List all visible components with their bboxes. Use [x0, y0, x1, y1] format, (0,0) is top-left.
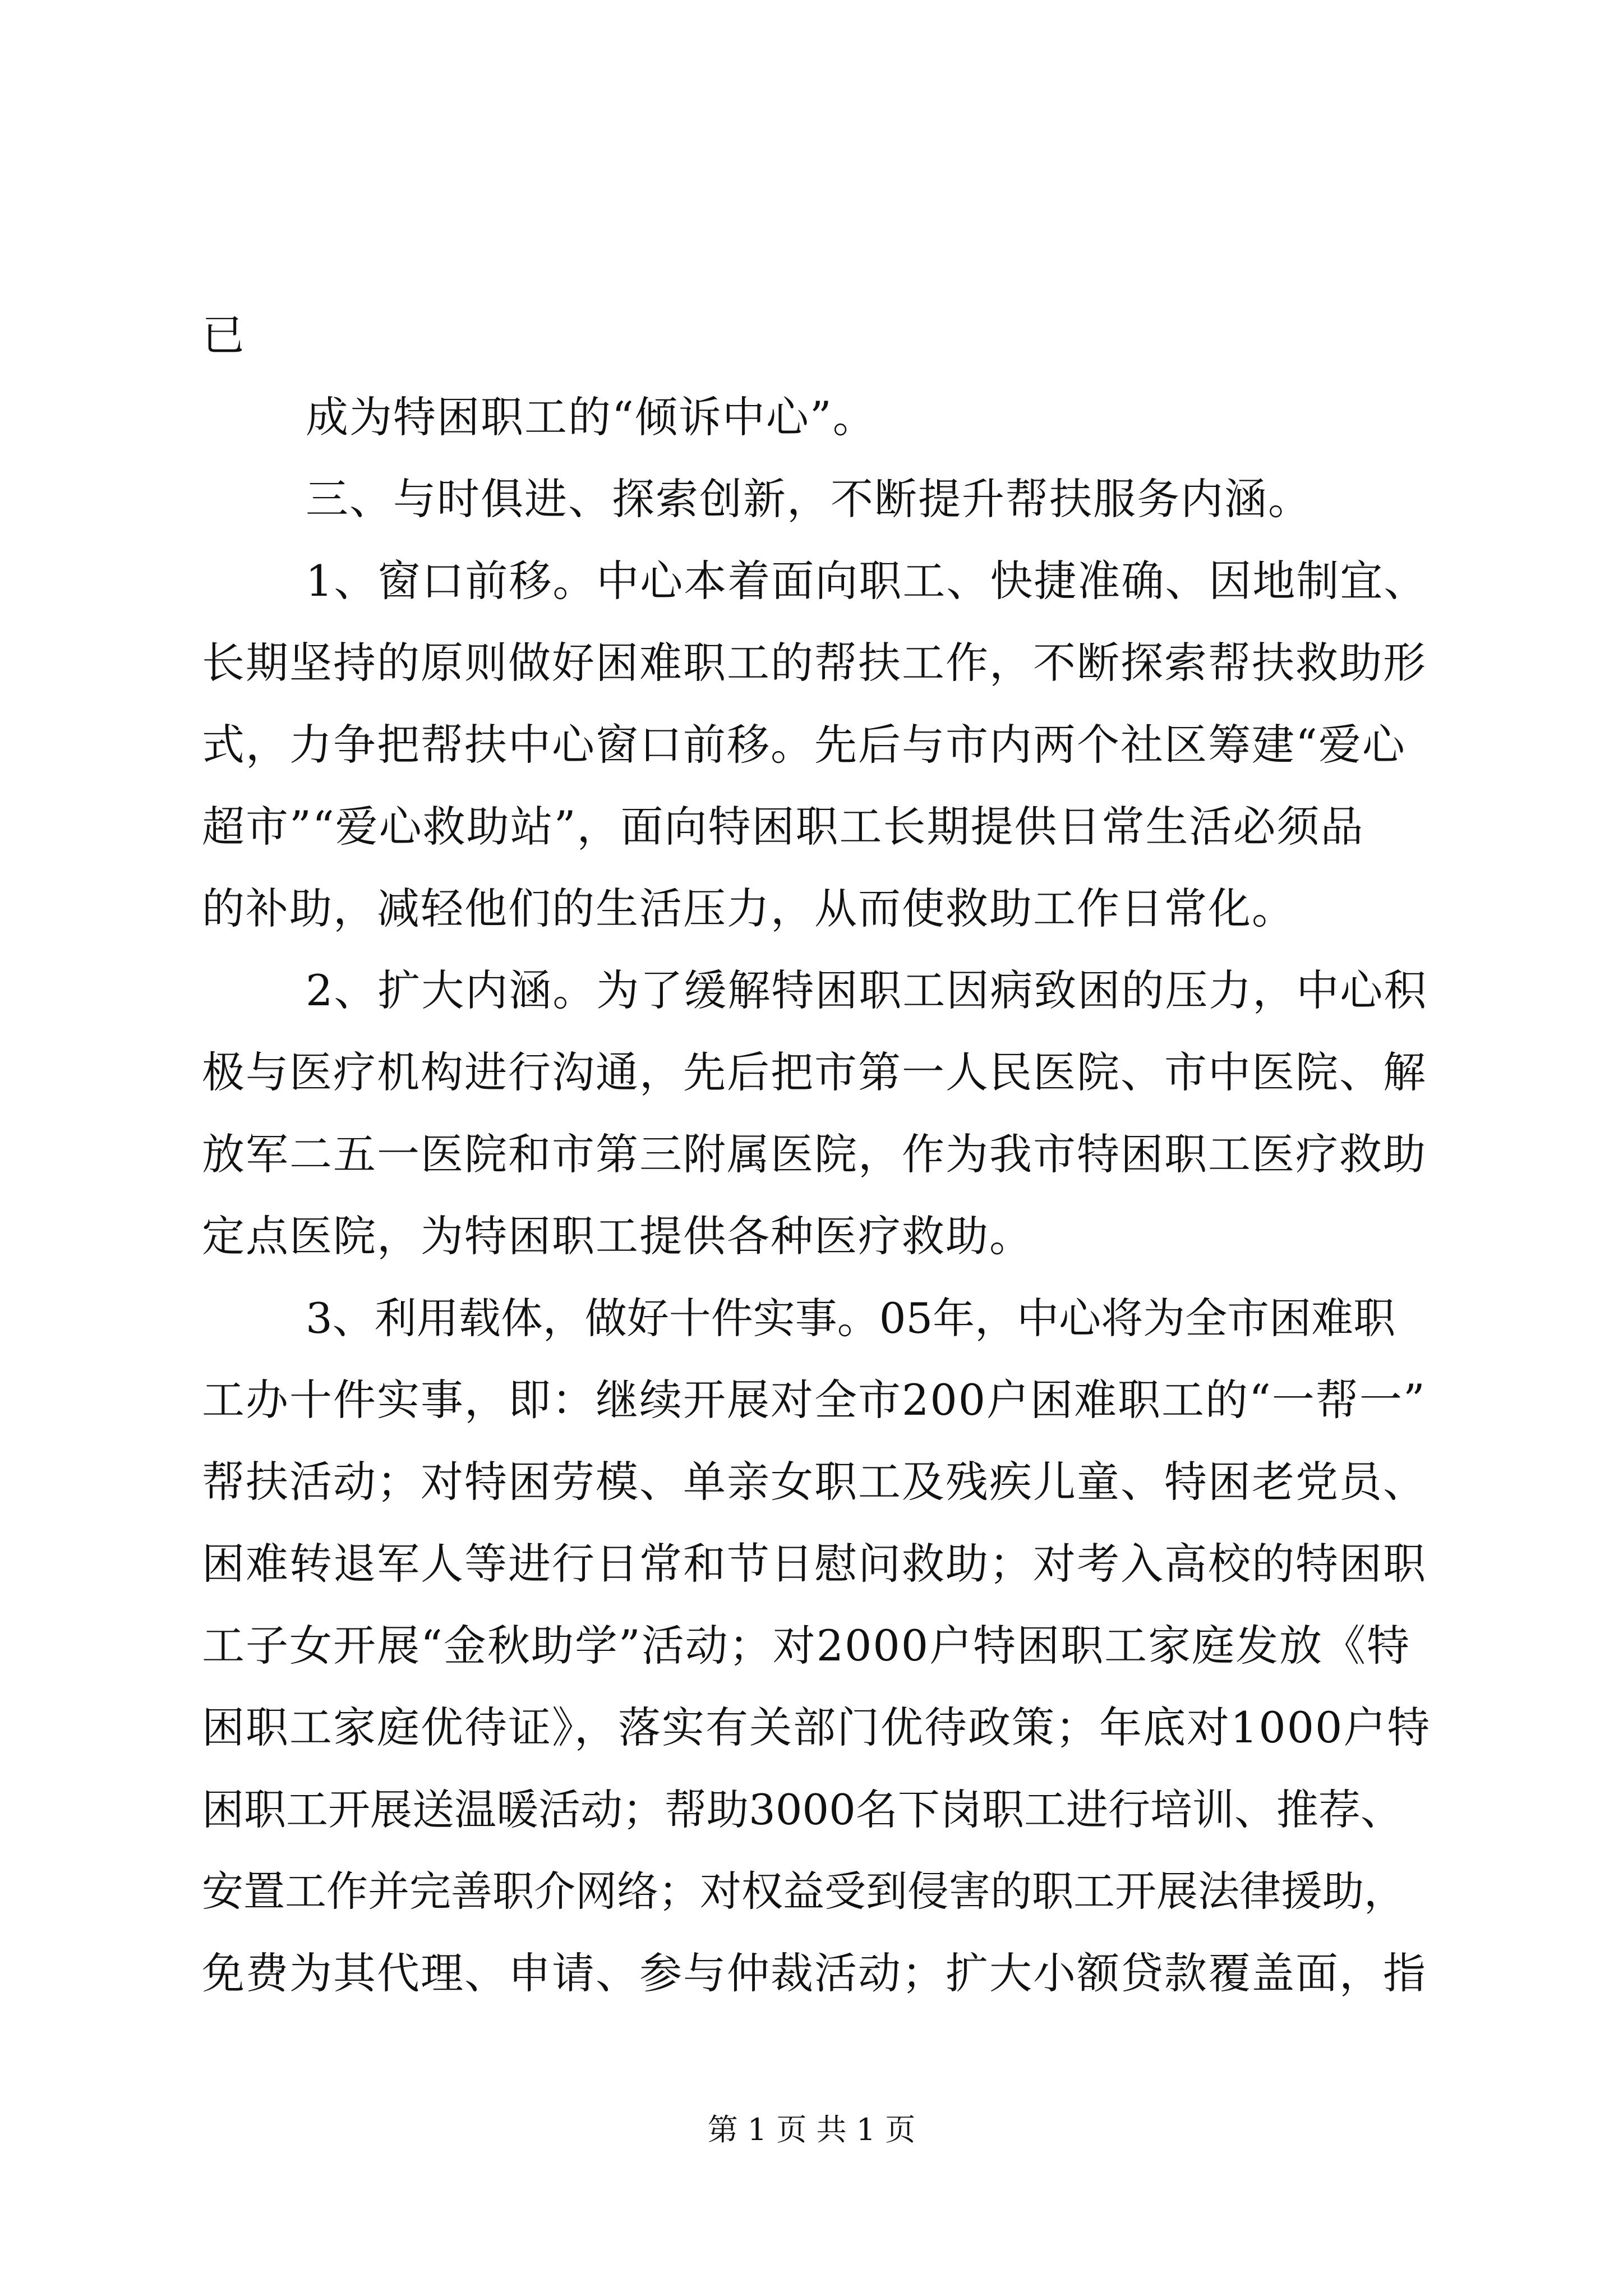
text-line-2: 成为特困职工的“倾诉中心”。: [306, 392, 877, 442]
page-number-footer: 第 1 页 共 1 页: [707, 2112, 916, 2147]
text-line-6: 式，力争把帮扶中心窗口前移。先后与市内两个社区筹建“爱心: [202, 720, 1406, 770]
text-line-21: 免费为其代理、申请、参与仲裁活动；扩大小额贷款覆盖面，指: [202, 1948, 1427, 1998]
text-line-10: 极与医疗机构进行沟通，先后把市第一人民医院、市中医院、解: [202, 1047, 1427, 1097]
text-line-13: 3、利用载体，做好十件实事。05年，中心将为全市困难职: [306, 1294, 1396, 1343]
text-line-17: 工子女开展“金秋助学”活动；对2000户特困职工家庭发放《特: [202, 1621, 1411, 1671]
section-heading: 三、与时俱进、探索创新，不断提升帮扶服务内涵。: [306, 474, 1312, 524]
text-line-12: 定点医院，为特困职工提供各种医疗救助。: [202, 1211, 1033, 1261]
text-line-7: 超市”“爱心救助站”，面向特困职工长期提供日常生活必须品: [202, 802, 1364, 852]
text-line-16: 困难转退军人等进行日常和节日慰问救助；对考入高校的特困职: [202, 1539, 1427, 1589]
text-line-14: 工办十件实事，即：继续开展对全市200户困难职工的“一帮一”: [202, 1375, 1426, 1425]
text-line-4: 1、窗口前移。中心本着面向职工、快捷准确、因地制宜、: [306, 556, 1428, 606]
text-line-9: 2、扩大内涵。为了缓解特困职工因病致困的压力，中心积: [306, 965, 1428, 1015]
text-line-8: 的补助，减轻他们的生活压力，从而使救助工作日常化。: [202, 884, 1295, 933]
text-line-19: 困职工开展送温暖活动；帮助3000名下岗职工进行培训、推荐、: [202, 1785, 1403, 1834]
text-line-18: 困职工家庭优待证》，落实有关部门优待政策；年底对1000户特: [202, 1703, 1431, 1752]
text-line-20: 安置工作并完善职介网络；对权益受到侵害的职工开展法律援助，: [202, 1867, 1405, 1916]
text-line-5: 长期坚持的原则做好困难职工的帮扶工作，不断探索帮扶救助形: [202, 638, 1427, 688]
text-line-11: 放军二五一医院和市第三附属医院，作为我市特困职工医疗救助: [202, 1129, 1427, 1179]
text-line-15: 帮扶活动；对特困劳模、单亲女职工及残疾儿童、特困老党员、: [202, 1457, 1427, 1507]
text-line-1: 已: [202, 310, 246, 360]
